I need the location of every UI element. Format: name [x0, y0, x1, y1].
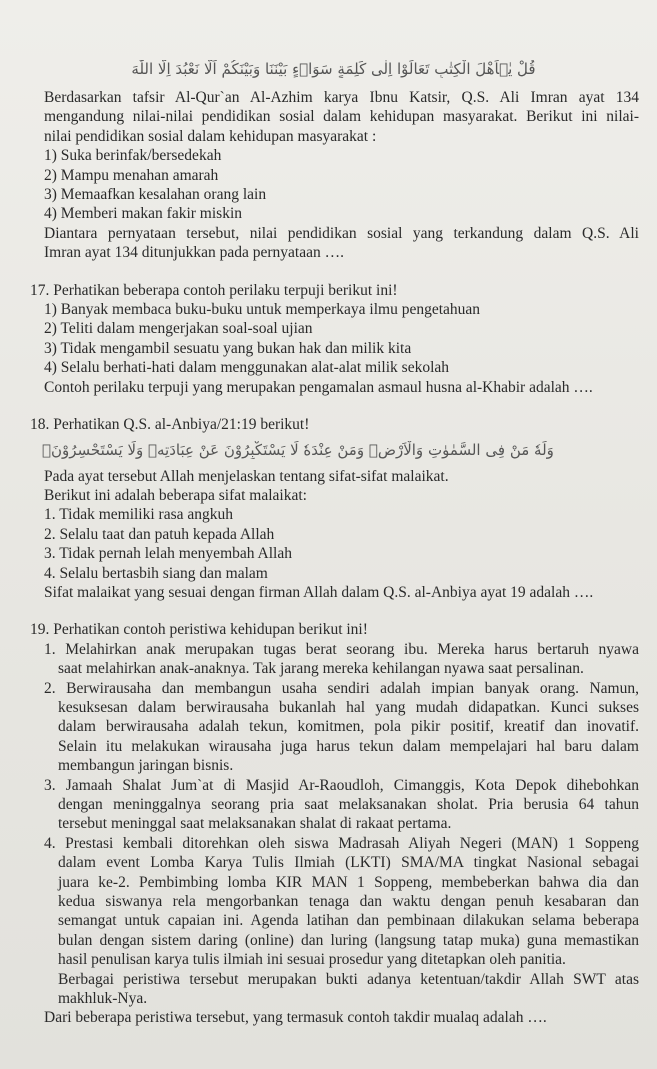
- q19-item-4-line: kedua siswanya rela mengorbankan tenaga dan waktu dengan penuh kesabaran dan: [58, 893, 639, 911]
- question-16: [30, 88, 639, 263]
- q19-item-4-line: 4. Prestasi kembali ditorehkan oleh siswa Madrasah Aliyah Negeri (MAN) 1 Soppeng: [44, 834, 639, 852]
- q17-option: 4) Selalu berhati-hati dalam menggunakan alat-alat milik sekolah: [44, 359, 450, 377]
- q18-option: 3. Tidak pernah lelah menyembah Allah: [44, 545, 292, 563]
- question-17: [30, 281, 639, 397]
- q19-item-3-line: dengan meninggalnya seorang pria saat melaksanakan sholat. Pria berusia 64 tahun: [58, 796, 639, 813]
- q18-question: Sifat malaikat yang sesuai dengan firman Allah dalam Q.S. al-Anbiya ayat 19 adalah ….: [44, 583, 594, 601]
- q17-intro: 17. Perhatikan beberapa contoh perilaku terpuji berikut ini!: [30, 281, 398, 299]
- q19-conclusion-line: Berbagai peristiwa tersebut merupakan bukti adanya ketentuan/takdir Allah SWT atas: [58, 970, 639, 988]
- q19-item-4-line: bulan dengan sistem daring (online) dan luring (langsung tatap muka) guna memastikan: [58, 931, 639, 949]
- q19-item-2-line: kesuksesan dalam berwirausaha bukanlah hal yang mudah didapatkan. Kunci sukses: [58, 698, 639, 716]
- q19-item-3-line: 3. Jamaah Shalat Jum`at di Masjid Ar-Raoudloh, Cimanggis, Kota Depok dihebohkan: [44, 776, 639, 794]
- q19-item-2-line: dalam berwirausaha adalah tekun, komitmen, pola pikir positif, kreatif dan inovatif.: [58, 718, 639, 736]
- arabic-verse-ali-imran: قُلْ يٰۤاَهْلَ الْكِتٰبِ تَعَالَوْا اِلٰى كَلِمَةٍ سَوَاۤءٍ بَيْنَنَا وَبَيْنَكُمْ اَلَّا نَعْبُدَ اِلَّا اللّٰهَ: [131, 60, 536, 78]
- q17-question: Contoh perilaku terpuji yang merupakan pengamalan asmaul husna al-Khabir adalah ….: [44, 378, 593, 396]
- q19-item-2-line: 2. Berwirausaha dan membangun usaha sendiri adalah impian banyak orang. Namun,: [44, 679, 639, 697]
- q16-text-line: nilai pendidikan sosial dalam kehidupan masyarakat :: [44, 127, 377, 145]
- q19-item-1-line: saat melahirkan anak-anaknya. Tak jarang mereka kehilangan nyawa saat persalinan.: [58, 660, 584, 678]
- q16-question-line: Imran ayat 134 ditunjukkan pada pernyataan ….: [44, 244, 344, 262]
- q19-intro: 19. Perhatikan contoh peristiwa kehidupan berikut ini!: [30, 621, 368, 639]
- q19-item-1-line: 1. Melahirkan anak merupakan tugas berat seorang ibu. Mereka harus bertaruh nyawa: [44, 640, 639, 658]
- q17-option: 3) Tidak mengambil sesuatu yang bukan hak dan milik kita: [44, 339, 412, 357]
- q19-item-4-line: semangat untuk capaian ini. Agenda latihan dan pembinaan dilakukan selama beberapa: [58, 912, 639, 930]
- q19-item-4-line: hasil penulisan karya tulis ilmiah ini sesuai prosedur yang ditetapkan oleh panitia.: [58, 951, 566, 969]
- q18-option: 4. Selalu bertasbih siang dan malam: [44, 564, 268, 582]
- q19-conclusion-line: makhluk-Nya.: [58, 990, 148, 1008]
- q16-text-line: Berdasarkan tafsir Al-Qur`an Al-Azhim karya Ibnu Katsir, Q.S. Ali Imran ayat 134: [44, 89, 639, 106]
- q19-item-2-line: Selain itu melakukan wirausaha juga harus tekun dalam mempelajari hal baru dalam: [58, 737, 639, 755]
- q16-option: 1) Suka berinfak/bersedekah: [44, 147, 222, 165]
- q17-option: 2) Teliti dalam mengerjakan soal-soal ujian: [44, 320, 313, 338]
- q18-intro: 18. Perhatikan Q.S. al-Anbiya/21:19 berikut!: [30, 416, 310, 434]
- q18-option: 2. Selalu taat dan patuh kepada Allah: [44, 525, 275, 543]
- q19-item-3-line: tersebut meninggal saat melaksanakan shalat di rakaat pertama.: [58, 815, 452, 833]
- q18-text: Pada ayat tersebut Allah menjelaskan tentang sifat-sifat malaikat.: [44, 467, 449, 485]
- q19-question: Dari beberapa peristiwa tersebut, yang termasuk contoh takdir mualaq adalah ….: [44, 1009, 547, 1027]
- question-19: [30, 620, 639, 1028]
- q18-text: Berikut ini adalah beberapa sifat malaikat:: [44, 486, 307, 504]
- q16-option: 4) Memberi makan fakir miskin: [44, 205, 243, 223]
- q16-option: 3) Memaafkan kesalahan orang lain: [44, 186, 267, 204]
- q18-option: 1. Tidak memiliki rasa angkuh: [44, 506, 234, 524]
- q19-item-4-line: dalam event Lomba Karya Tulis Ilmiah (LKTI) SMA/MA tingkat Nasional sebagai: [58, 854, 639, 872]
- question-18: [30, 415, 639, 602]
- q19-item-4-line: juara ke-2. Pembimbing lomba KIR MAN 1 Soppeng, membeberkan bahwa dia dan: [58, 873, 639, 891]
- q16-question-line: Diantara pernyataan tersebut, nilai pendidikan sosial yang terkandung dalam Q.S. Ali: [44, 224, 639, 242]
- q19-item-2-line: membangun jaringan bisnis.: [58, 757, 234, 775]
- q16-text-line: mengandung nilai-nilai pendidikan sosial dalam kehidupan masyarakat. Berikut ini nilai-: [44, 108, 639, 126]
- q17-option: 1) Banyak membaca buku-buku untuk memperkaya ilmu pengetahuan: [44, 301, 481, 319]
- q16-option: 2) Mampu menahan amarah: [44, 166, 219, 184]
- arabic-verse-al-anbiya: وَلَهٗ مَنْ فِى السَّمٰوٰتِ وَالْاَرْضِۗ وَمَنْ عِنْدَهٗ لَا يَسْتَكْبِرُوْنَ عَنْ عِبَادَتِهٖ وَلَا يَسْتَحْسِرُوْنَۚ: [42, 440, 554, 459]
